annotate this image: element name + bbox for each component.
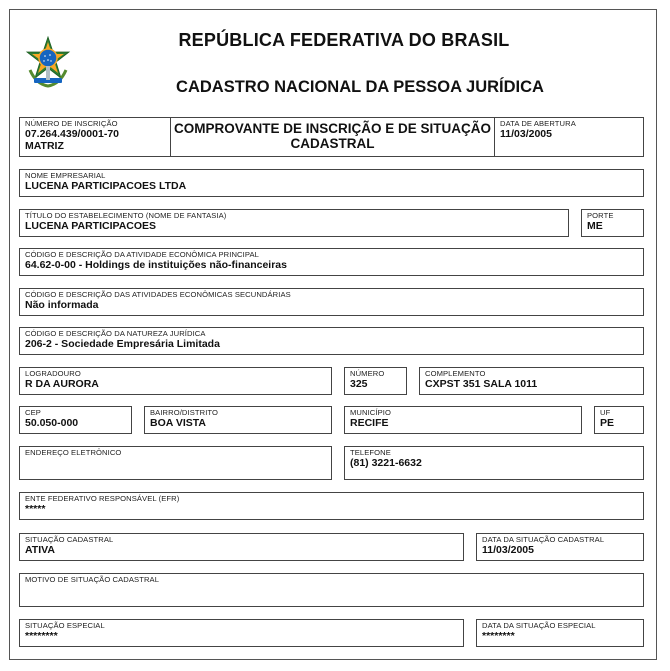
field-numero-inscricao — [19, 117, 171, 157]
field-complemento — [419, 367, 644, 395]
field-situacao-cadastral — [19, 533, 464, 561]
field-atividades-secundarias — [19, 288, 644, 316]
field-cep — [19, 406, 132, 434]
field-label: COMPLEMENTO — [425, 369, 486, 378]
field-label: LOGRADOURO — [25, 369, 81, 378]
field-value: 07.264.439/0001-70 — [25, 128, 120, 140]
field-value: LUCENA PARTICIPACOES — [25, 220, 157, 232]
field-titulo-estabelecimento — [19, 209, 569, 237]
field-label: CEP — [25, 408, 41, 417]
field-label: CÓDIGO E DESCRIÇÃO DAS ATIVIDADES ECONÔMICAS SECUNDÁRIAS — [25, 290, 291, 299]
field-numero — [344, 367, 407, 395]
field-value: R DA AURORA — [25, 378, 99, 390]
field-natureza-juridica — [19, 327, 644, 355]
field-value: ME — [587, 220, 603, 232]
field-label: MUNICÍPIO — [350, 408, 391, 417]
field-value: ******** — [25, 630, 58, 642]
field-uf — [594, 406, 644, 434]
field-telefone — [344, 446, 644, 480]
field-situacao-especial — [19, 619, 464, 647]
field-value: BOA VISTA — [150, 417, 207, 429]
field-value: (81) 3221-6632 — [350, 457, 422, 469]
field-porte — [581, 209, 644, 237]
field-label: TÍTULO DO ESTABELECIMENTO (NOME DE FANTASIA) — [25, 211, 227, 220]
field-label: ENTE FEDERATIVO RESPONSÁVEL (EFR) — [25, 494, 180, 503]
field-value: 325 — [350, 378, 368, 390]
field-label: DATA DA SITUAÇÃO CADASTRAL — [482, 535, 605, 544]
field-value: RECIFE — [350, 417, 389, 429]
field-value: 50.050-000 — [25, 417, 79, 429]
page-title: REPÚBLICA FEDERATIVA DO BRASIL — [178, 30, 510, 50]
field-label: NÚMERO DE INSCRIÇÃO — [25, 119, 118, 128]
field-value: 11/03/2005 — [482, 544, 534, 556]
field-data-situacao-especial — [476, 619, 644, 647]
field-efr — [19, 492, 644, 520]
field-bairro — [144, 406, 332, 434]
field-value: Não informada — [25, 299, 99, 311]
field-label: PORTE — [587, 211, 614, 220]
field-value-type: MATRIZ — [25, 140, 64, 152]
field-label: BAIRRO/DISTRITO — [150, 408, 219, 417]
field-data-abertura — [494, 117, 644, 157]
field-value: ATIVA — [25, 544, 55, 556]
field-value: ******** — [482, 630, 515, 642]
field-label: SITUAÇÃO CADASTRAL — [25, 535, 114, 544]
field-comprovante — [170, 117, 495, 157]
field-data-situacao-cadastral — [476, 533, 644, 561]
field-logradouro — [19, 367, 332, 395]
field-value: CXPST 351 SALA 1011 — [425, 378, 538, 390]
field-municipio — [344, 406, 582, 434]
field-value: PE — [600, 417, 615, 429]
field-value: LUCENA PARTICIPACOES LTDA — [25, 180, 187, 192]
brazil-coat-of-arms-icon — [24, 36, 72, 88]
field-value: 206-2 - Sociedade Empresária Limitada — [25, 338, 220, 350]
field-label: UF — [600, 408, 611, 417]
field-nome-empresarial — [19, 169, 644, 197]
field-label: ENDEREÇO ELETRÔNICO — [25, 448, 122, 457]
field-value: ***** — [25, 503, 46, 515]
field-label: NÚMERO — [350, 369, 385, 378]
page-subtitle: CADASTRO NACIONAL DA PESSOA JURÍDICA — [176, 78, 544, 96]
field-label: SITUAÇÃO ESPECIAL — [25, 621, 105, 630]
field-label: DATA DA SITUAÇÃO ESPECIAL — [482, 621, 596, 630]
field-label: CÓDIGO E DESCRIÇÃO DA NATUREZA JURÍDICA — [25, 329, 206, 338]
field-endereco-eletronico — [19, 446, 332, 480]
field-label: NOME EMPRESARIAL — [25, 171, 106, 180]
field-label: MOTIVO DE SITUAÇÃO CADASTRAL — [25, 575, 160, 584]
comprovante-title: COMPROVANTE DE INSCRIÇÃO E DE SITUAÇÃO CADASTRAL — [173, 121, 492, 151]
field-value: 64.62-0-00 - Holdings de instituições não-financeiras — [25, 259, 287, 271]
field-value: 11/03/2005 — [500, 128, 552, 140]
field-atividade-principal — [19, 248, 644, 276]
field-label: DATA DE ABERTURA — [500, 119, 576, 128]
field-motivo-situacao — [19, 573, 644, 607]
field-label: TELEFONE — [350, 448, 391, 457]
field-label: CÓDIGO E DESCRIÇÃO DA ATIVIDADE ECONÔMICA PRINCIPAL — [25, 250, 259, 259]
